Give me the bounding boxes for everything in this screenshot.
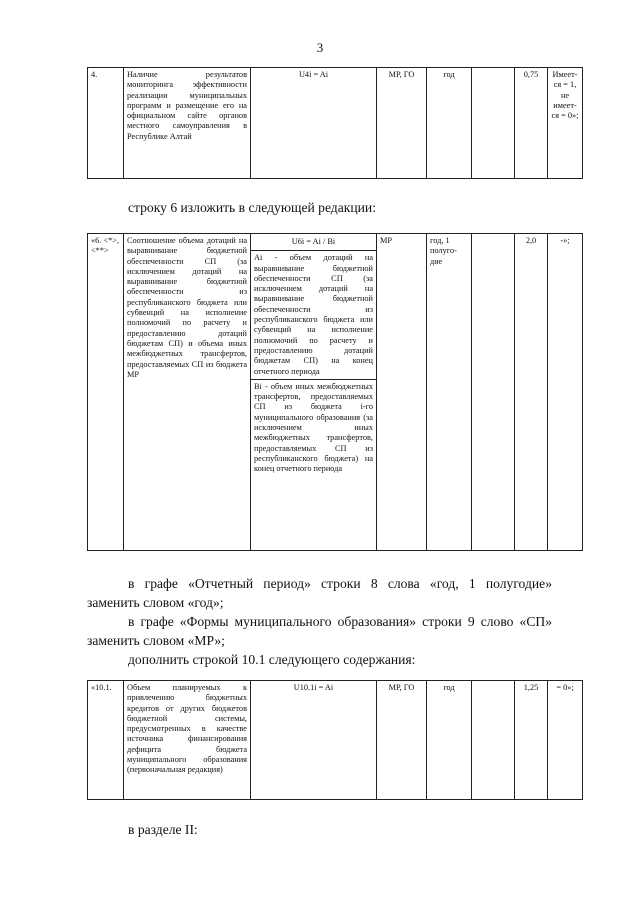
row10-formula: U10.1i = Ai <box>251 681 377 800</box>
paragraph-row9-line1: в графе «Формы муниципального образования» строки 9 слово «СП» <box>128 614 552 629</box>
paragraph-row8-line1: в графе «Отчетный период» строки 8 слова «год, 1 полугодие» <box>128 576 552 591</box>
row6-name: Соотношение объема дотаций на выравнивание бюджетной обеспеченности СП (за исключением дотаций на выравнивание бюджетной обеспеченности из республиканского бюджета или субвенций на исполнение полномочий по расчету и предоставлению дотаций бюджетам СП) и объема иных межбюджетных трансфертов, предоставляемых СП из бюджета МР <box>124 234 251 551</box>
paragraph-row9-line2: заменить словом «МР»; <box>87 633 225 648</box>
row4-level: МР, ГО <box>377 68 427 179</box>
row6-level: МР <box>377 234 427 551</box>
row6-formula-cell <box>251 234 377 551</box>
table-row-6 <box>87 233 583 551</box>
row4-note: Имеет-ся = 1, не имеет-ся = 0»; <box>548 68 583 179</box>
row10-num: «10.1. <box>88 681 124 800</box>
row6-weight: 2,0 <box>515 234 548 551</box>
paragraph-row6-intro: строку 6 изложить в следующей редакции: <box>128 200 376 215</box>
row10-weight: 1,25 <box>515 681 548 800</box>
row4-formula: U4i = Ai <box>251 68 377 179</box>
row6-period: год, 1 полуго-дие <box>427 234 472 551</box>
row6-empty <box>472 234 515 551</box>
row10-note: = 0»; <box>548 681 583 800</box>
table-row-10-1 <box>87 680 583 800</box>
paragraph-row10-intro: дополнить строкой 10.1 следующего содержания: <box>128 652 416 667</box>
row6-def-a: Ai - объем дотаций на выравнивание бюджетной обеспеченности СП (за исключением дотаций на выравнивание бюджетной обеспеченности из республиканского бюджета или субвенций на исполнение полномочий по расчету и предоставлению дотаций бюджетам СП) на конец отчетного периода <box>251 250 376 379</box>
row4-period: год <box>427 68 472 179</box>
row4-empty <box>472 68 515 179</box>
row6-note: -»; <box>548 234 583 551</box>
row10-empty <box>472 681 515 800</box>
row10-level: МР, ГО <box>377 681 427 800</box>
row6-formula: U6i = Ai / Bi <box>291 237 336 246</box>
paragraph-row8-line2: заменить словом «год»; <box>87 595 224 610</box>
paragraph-section-2: в разделе II: <box>128 822 198 837</box>
row10-name: Объем планируемых к привлечению бюджетных кредитов от других бюджетов бюджетной системы, предусмотренных в качестве источника финансирования дефицита бюджета муниципального образования (первоначальная редакция) <box>124 681 251 800</box>
page-number: 3 <box>316 40 324 55</box>
row6-def-b: Bi - объем иных межбюджетных трансфертов, предоставляемых СП из бюджета i-го муниципального образования (за исключением иных межбюджетных трансфертов, предоставляемых СП из республиканского бюджета) на конец отчетного периода <box>251 379 376 477</box>
row6-num: «6. <*>, <**> <box>88 234 124 551</box>
table-row-4 <box>87 67 583 179</box>
row4-name: Наличие результатов мониторинга эффективности реализации муниципальных программ и размещение его на официальном сайте органов местного самоуправления в Республике Алтай <box>124 68 251 179</box>
row4-num: 4. <box>88 68 124 179</box>
row10-period: год <box>427 681 472 800</box>
row4-weight: 0,75 <box>515 68 548 179</box>
